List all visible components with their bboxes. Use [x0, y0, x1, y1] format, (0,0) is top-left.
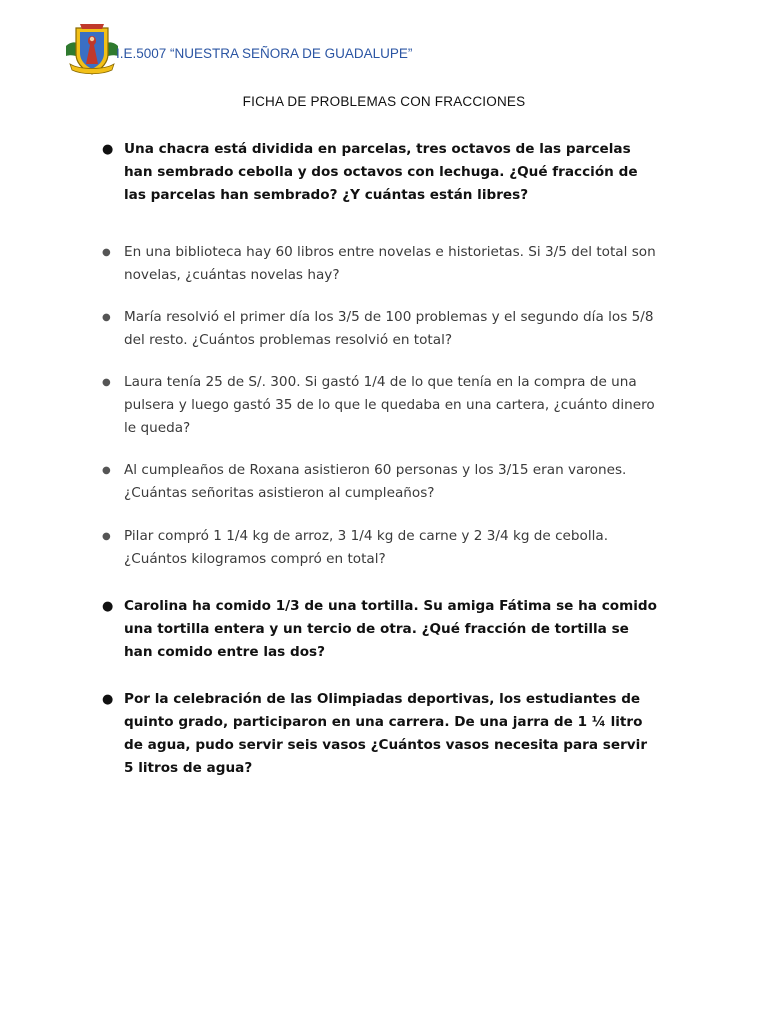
- bullet-icon: ●: [102, 465, 111, 476]
- school-name: I.E.5007 “NUESTRA SEÑORA DE GUADALUPE”: [116, 45, 413, 61]
- bullet-icon: ●: [102, 312, 111, 323]
- problem-list: [100, 138, 660, 780]
- list-item: [100, 688, 660, 780]
- list-item: [100, 459, 660, 505]
- problem-text: En una biblioteca hay 60 libros entre novelas e historietas. Si 3/5 del total son novelas, ¿cuántas novelas hay?: [124, 244, 656, 283]
- school-crest-icon: [62, 20, 122, 80]
- page-title: FICHA DE PROBLEMAS CON FRACCIONES: [242, 94, 526, 109]
- list-item: [100, 241, 660, 287]
- bullet-icon: ●: [102, 142, 114, 157]
- document-header: [62, 20, 412, 80]
- bullet-icon: ●: [102, 599, 114, 614]
- problem-text: Laura tenía 25 de S/. 300. Si gastó 1/4 de lo que tenía en la compra de una pulsera y luego gastó 35 de lo que le quedaba en una cartera, ¿cuánto dinero le queda?: [124, 374, 655, 436]
- problem-text: Una chacra está dividida en parcelas, tres octavos de las parcelas han sembrado cebolla y dos octavos con lechuga. ¿Qué fracción de las parcelas han sembrado? ¿Y cuántas están libres?: [124, 141, 638, 203]
- problem-text: Carolina ha comido 1/3 de una tortilla. Su amiga Fátima se ha comido una tortilla entera y un tercio de otra. ¿Qué fracción de tortilla se han comido entre las dos?: [124, 598, 657, 660]
- bullet-icon: ●: [102, 247, 111, 258]
- list-item: [100, 371, 660, 440]
- problem-text: Pilar compró 1 1/4 kg de arroz, 3 1/4 kg de carne y 2 3/4 kg de cebolla. ¿Cuántos kilogramos compró en total?: [124, 528, 609, 567]
- list-item: [100, 525, 660, 571]
- bullet-icon: ●: [102, 531, 111, 542]
- problem-text: María resolvió el primer día los 3/5 de 100 problemas y el segundo día los 5/8 del resto. ¿Cuántos problemas resolvió en total?: [124, 309, 654, 348]
- bullet-icon: ●: [102, 692, 114, 707]
- list-item: [100, 595, 660, 664]
- problem-text: Al cumpleaños de Roxana asistieron 60 personas y los 3/15 eran varones. ¿Cuántas señoritas asistieron al cumpleaños?: [124, 462, 627, 501]
- bullet-icon: ●: [102, 377, 111, 388]
- list-item: [100, 306, 660, 352]
- list-item: [100, 138, 660, 207]
- problem-text: Por la celebración de las Olimpiadas deportivas, los estudiantes de quinto grado, participaron en una carrera. De una jarra de 1 ¼ litro de agua, pudo servir seis vasos ¿Cuántos vasos necesita para servir 5 litros de agua?: [124, 691, 648, 776]
